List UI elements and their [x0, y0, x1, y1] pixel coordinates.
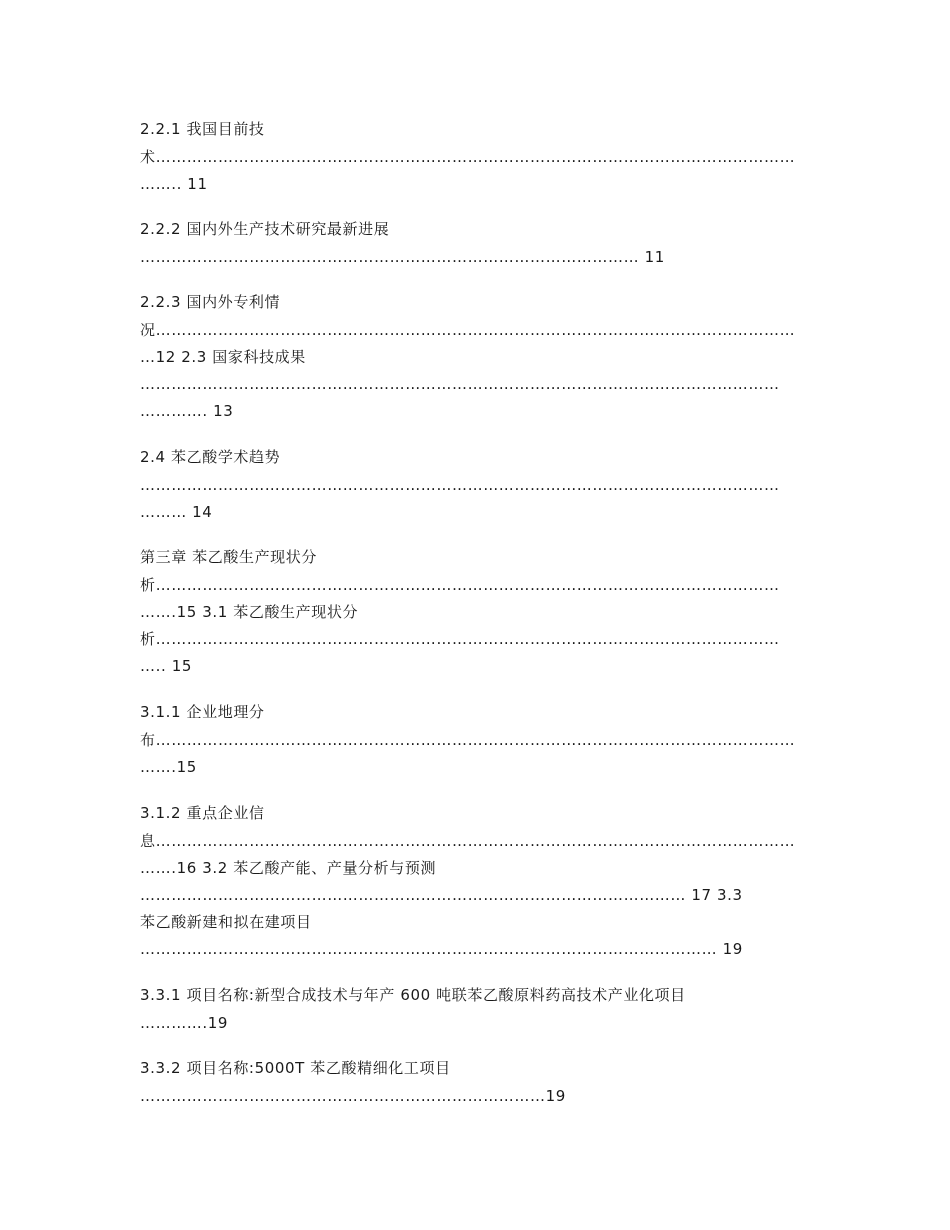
toc-entry-2-4[interactable]: 2.4 苯乙酸学术趋势: [140, 448, 281, 466]
toc-entry-3-1-1[interactable]: 3.1.1 企业地理分: [140, 703, 265, 721]
toc-leader-line: ……………………………………………………………………………………………………………: [140, 476, 780, 494]
toc-page-number: …………. 13: [140, 402, 234, 420]
toc-leader-line: 析…………………………………………………………………………………………………………: [140, 630, 780, 648]
toc-entry-2-2-3[interactable]: 2.2.3 国内外专利情: [140, 293, 281, 311]
toc-page-number: ……… 14: [140, 503, 213, 521]
toc-entry-2-2-2[interactable]: 2.2.2 国内外生产技术研究最新进展: [140, 220, 390, 238]
toc-entry-chapter-3[interactable]: 第三章 苯乙酸生产现状分: [140, 548, 317, 566]
toc-leader-line: 况……………………………………………………………………………………………………………: [140, 321, 796, 339]
toc-leader-line: ………………………………………………………………………………………………… 19: [140, 940, 743, 958]
toc-entry-3-1-2[interactable]: 3.1.2 重点企业信: [140, 804, 265, 822]
toc-entry-3-3[interactable]: …………………………………………………………………………………………… 17 3.3: [140, 886, 743, 904]
toc-entry-3-3-title: 苯乙酸新建和拟在建项目: [140, 913, 312, 931]
toc-entry-2-3[interactable]: …12 2.3 国家科技成果: [140, 348, 306, 366]
toc-leader-line: 析…………………………………………………………………………………………………………: [140, 576, 780, 594]
toc-leader-line: ………….19: [140, 1014, 229, 1032]
toc-entry-3-1[interactable]: …….15 3.1 苯乙酸生产现状分: [140, 603, 359, 621]
toc-page-number: …….. 11: [140, 175, 208, 193]
toc-entry-3-2[interactable]: …….16 3.2 苯乙酸产能、产量分析与预测: [140, 859, 437, 877]
toc-page-number: ….. 15: [140, 657, 192, 675]
toc-leader-line: ……………………………………………………………………………………………………………: [140, 375, 780, 393]
toc-leader-line: 布……………………………………………………………………………………………………………: [140, 731, 796, 749]
toc-entry-3-3-1[interactable]: 3.3.1 项目名称:新型合成技术与年产 600 吨联苯乙酸原料药高技术产业化项目: [140, 986, 686, 1004]
toc-leader-line: …………………………………………………………………………………… 11: [140, 248, 665, 266]
toc-entry-3-3-2[interactable]: 3.3.2 项目名称:5000T 苯乙酸精细化工项目: [140, 1059, 451, 1077]
toc-page-number: …….15: [140, 758, 197, 776]
toc-leader-line: ……………………………………………………………………19: [140, 1087, 566, 1105]
toc-entry-2-2-1[interactable]: 2.2.1 我国目前技: [140, 120, 265, 138]
toc-leader-line: 术……………………………………………………………………………………………………………: [140, 148, 796, 166]
toc-leader-line: 息……………………………………………………………………………………………………………: [140, 832, 796, 850]
